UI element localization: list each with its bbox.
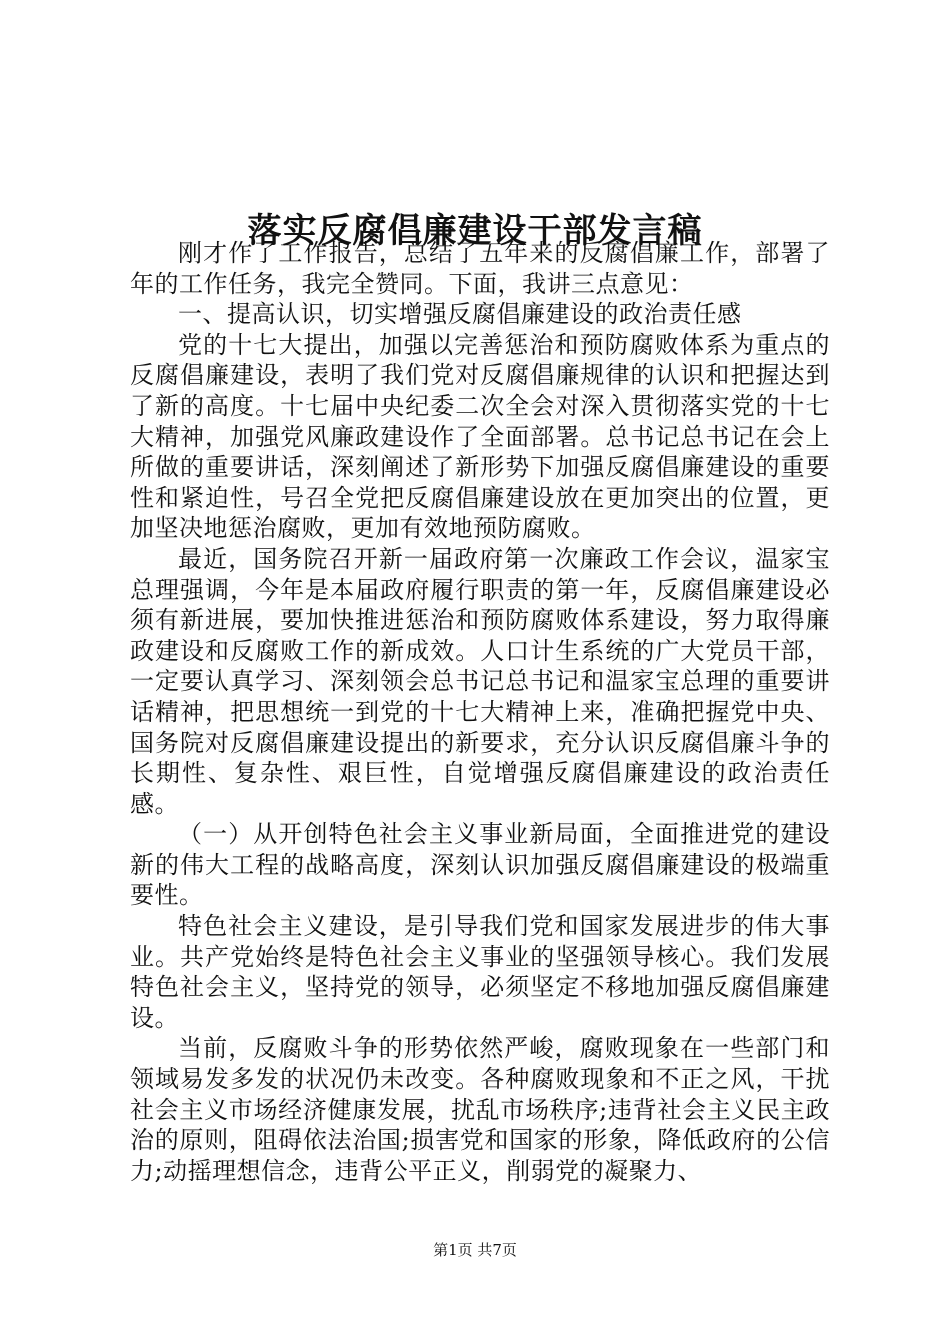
document-body xyxy=(130,238,830,1186)
paragraph-current-situation: 当前，反腐败斗争的形势依然严峻，腐败现象在一些部门和领域易发多发的状况仍未改变。各种腐败现象和不正之风，干扰社会主义市场经济健康发展，扰乱市场秩序;违背社会主义民主政治的原则，阻碍依法治国;损害党和国家的形象，降低政府的公信力;动摇理想信念，违背公平正义，削弱党的凝聚力、 xyxy=(130,1034,830,1185)
section-heading-1: 一、提高认识，切实增强反腐倡廉建设的政治责任感 xyxy=(178,300,742,329)
paragraph-state-council: 最近，国务院召开新一届政府第一次廉政工作会议，温家宝总理强调，今年是本届政府履行职责的第一年，反腐倡廉建设必须有新进展，要加快推进惩治和预防腐败体系建设，努力取得廉政建设和反腐败工作的新成效。人口计生系统的广大党员干部，一定要认真学习、深刻领会总书记总书记和温家宝总理的重要讲话精神，把思想统一到党的十七大精神上来，准确把握党中央、国务院对反腐倡廉建设提出的新要求，充分认识反腐倡廉斗争的长期性、复杂性、艰巨性，自觉增强反腐倡廉建设的政治责任感。 xyxy=(130,544,830,818)
subsection-heading-1: （一）从开创特色社会主义事业新局面，全面推进党的建设新的伟大工程的战略高度，深刻认识加强反腐倡廉建设的极端重要性。 xyxy=(130,820,830,910)
paragraph-congress: 党的十七大提出，加强以完善惩治和预防腐败体系为重点的反腐倡廉建设，表明了我们党对反腐倡廉规律的认识和把握达到了新的高度。十七届中央纪委二次全会对深入贯彻落实党的十七大精神，加强党风廉政建设作了全面部署。总书记总书记在会上所做的重要讲话，深刻阐述了新形势下加强反腐倡廉建设的重要性和紧迫性，号召全党把反腐倡廉建设放在更加突出的位置，更加坚决地惩治腐败，更加有效地预防腐败。 xyxy=(130,330,830,543)
page-footer: 第1页 共7页 xyxy=(433,1241,517,1259)
page-title: 落实反腐倡廉建设干部发言稿 xyxy=(247,210,703,251)
paragraph-socialism: 特色社会主义建设，是引导我们党和国家发展进步的伟大事业。共产党始终是特色社会主义事业的坚强领导核心。我们发展特色社会主义，坚持党的领导，必须坚定不移地加强反腐倡廉建设。 xyxy=(130,912,830,1032)
paragraph-intro: 刚才作了工作报告，总结了五年来的反腐倡廉工作，部署了年的工作任务，我完全赞同。下面，我讲三点意见： xyxy=(130,239,830,298)
